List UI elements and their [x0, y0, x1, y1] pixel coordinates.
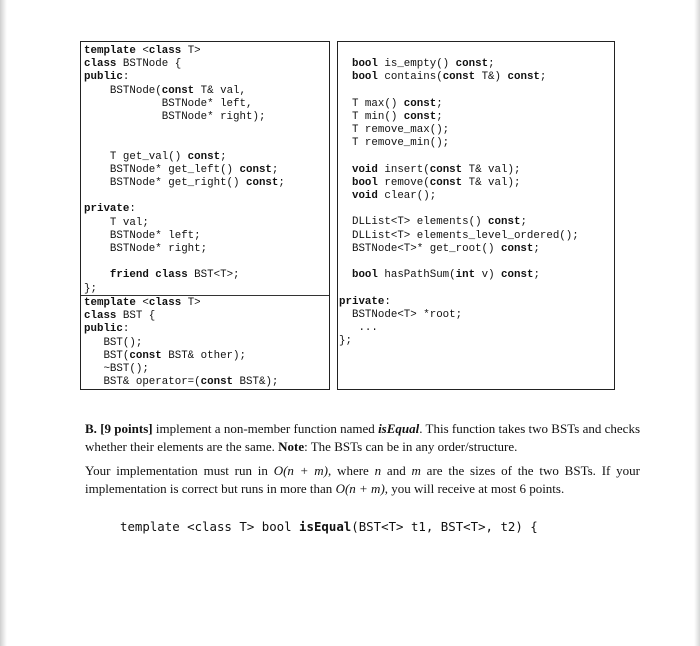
complexity-requirement: [85, 462, 640, 497]
bst-class-code: template <class T> class BST { public: BST(); BST(const BST& other); ~BST(); BST& operator=(const BST&);: [84, 297, 279, 389]
signature-prefix: template <class T> bool: [120, 519, 300, 534]
var-n: n: [374, 463, 382, 478]
complexity-text-5: , you will receive at most 6 points.: [384, 480, 565, 496]
complexity-text-4: are the sizes of the two BSTs. If your implementation is correct but runs in more than: [85, 463, 640, 496]
question-intro: implement a non-member function named: [155, 421, 375, 436]
points-label: [9 points]: [100, 421, 153, 436]
complexity-text-2: , where: [328, 463, 375, 478]
complexity-text-3: and: [381, 463, 412, 478]
signature-suffix: (BST<T> t1, BST<T>, t2) {: [351, 519, 538, 534]
big-o-2: O(n + m): [335, 480, 385, 496]
left-code-panel: [80, 41, 330, 390]
note-label: Note: [278, 438, 305, 454]
scan-shadow-right: [694, 0, 700, 646]
complexity-text-1: Your implementation must run in: [85, 463, 274, 478]
bst-members-code: bool is_empty() const; bool contains(const T&) const; T max() const; T min() const; T remove_max(); T remove_min(); void insert(const T& val); bool remove(const T& val); void clear(); DLList<T> elements() const; DLList<T> elements_level_ordered(); BSTNode<T>* get_root() const; bool hasPathSum(int v) const; private: BSTNode<T> *root; ... };: [339, 58, 579, 348]
signature-name: isEqual: [299, 519, 352, 534]
right-code-panel: [337, 41, 615, 390]
bstnode-class-code: template <class T> class BSTNode { public: BSTNode(const T& val, BSTNode* left, BSTNode* right); T get_val() const; BSTNode* get_left() const; BSTNode* get_right() const; private: T val; BSTNode* left; BSTNode* right; friend class BST<T>; };: [84, 45, 285, 295]
note-text: : The BSTs can be in any order/structure.: [304, 438, 518, 454]
var-m: m: [411, 463, 421, 478]
big-o-1: O(n + m): [273, 463, 329, 478]
code-divider: [81, 295, 329, 296]
question-label: B.: [85, 421, 97, 436]
function-name: isEqual: [378, 421, 420, 436]
scan-shadow-left: [0, 0, 7, 646]
question-intro-tail: . This function takes two BSTs and checks whether their elements are the same.: [85, 421, 641, 454]
function-signature: [120, 519, 538, 534]
question-b-statement: [85, 420, 640, 455]
